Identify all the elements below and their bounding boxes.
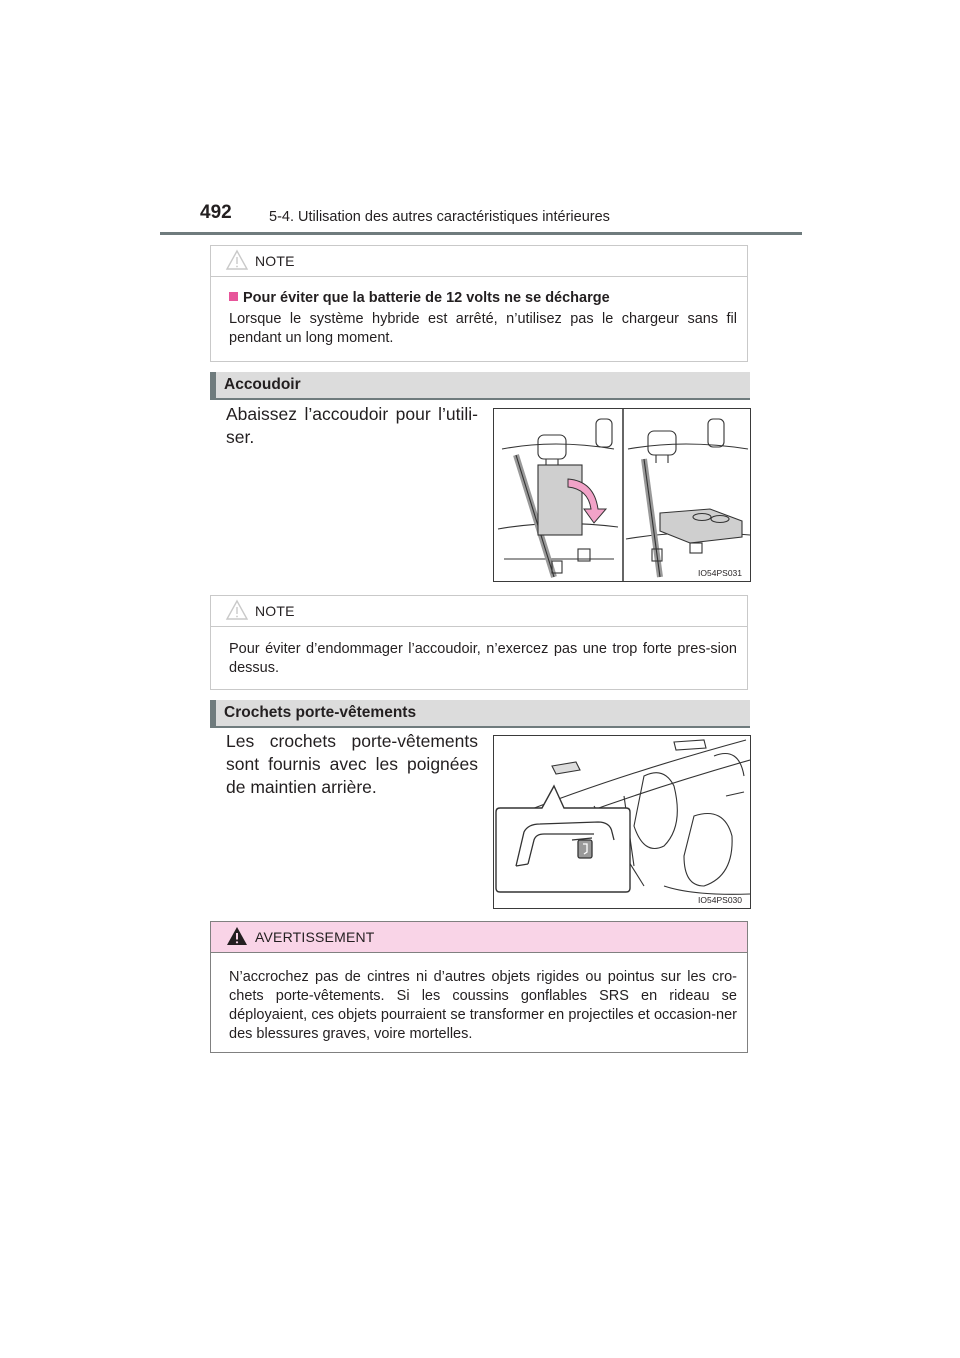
warning-label: AVERTISSEMENT bbox=[255, 929, 375, 945]
warning-header bbox=[211, 922, 747, 953]
section-heading-hooks bbox=[210, 700, 750, 728]
note-body bbox=[211, 627, 747, 678]
warning-triangle-icon bbox=[225, 925, 249, 947]
note-text: Pour éviter d’endommager l’accoudoir, n’exercez pas une trop forte pres-sion dessus. bbox=[229, 641, 737, 676]
warning-text: N’accrochez pas de cintres ni d’autres objets rigides ou pointus sur les cro-chets porte-vêtements. Si les coussins gonflables SRS en rideau se déployaient, ces objets pourraient se transformer en projectiles et occasion-ner des blessures graves, voire mortelles. bbox=[229, 969, 737, 1042]
section-heading-text: Accoudoir bbox=[224, 376, 301, 393]
note-body bbox=[211, 277, 747, 348]
section-heading-armrest bbox=[210, 372, 750, 400]
hooks-description: Les crochets porte-vêtements sont fournis avec les poignées de maintien arrière. bbox=[226, 731, 478, 797]
caution-triangle-icon bbox=[225, 599, 249, 621]
note-label: NOTE bbox=[255, 253, 295, 269]
hooks-illustration bbox=[493, 735, 751, 909]
section-title: 5-4. Utilisation des autres caractéristiques intérieures bbox=[269, 209, 610, 225]
figure-code: IO54PS031 bbox=[698, 568, 742, 578]
page-number: 492 bbox=[200, 202, 232, 223]
caution-triangle-icon bbox=[225, 249, 249, 271]
note-label: NOTE bbox=[255, 603, 295, 619]
armrest-illustration bbox=[493, 408, 751, 582]
page-header bbox=[160, 202, 802, 236]
square-bullet-icon bbox=[229, 292, 238, 301]
armrest-instruction: Abaissez l’accoudoir pour l’utili-ser. bbox=[226, 404, 478, 447]
hooks-drawing bbox=[494, 736, 751, 909]
warning-body bbox=[211, 953, 747, 1044]
note-title: Pour éviter que la batterie de 12 volts ne se décharge bbox=[243, 290, 610, 306]
note-text: Lorsque le système hybride est arrêté, n’utilisez pas le chargeur sans fil pendant un long moment. bbox=[229, 311, 737, 346]
note-header bbox=[211, 596, 747, 627]
armrest-drawing bbox=[494, 409, 751, 582]
figure-code: IO54PS030 bbox=[698, 895, 742, 905]
note-box-battery bbox=[210, 245, 748, 362]
section-heading-text: Crochets porte-vêtements bbox=[224, 704, 417, 721]
warning-box bbox=[210, 921, 748, 1053]
header-rule bbox=[160, 232, 802, 235]
note-header bbox=[211, 246, 747, 277]
note-box-armrest bbox=[210, 595, 748, 690]
